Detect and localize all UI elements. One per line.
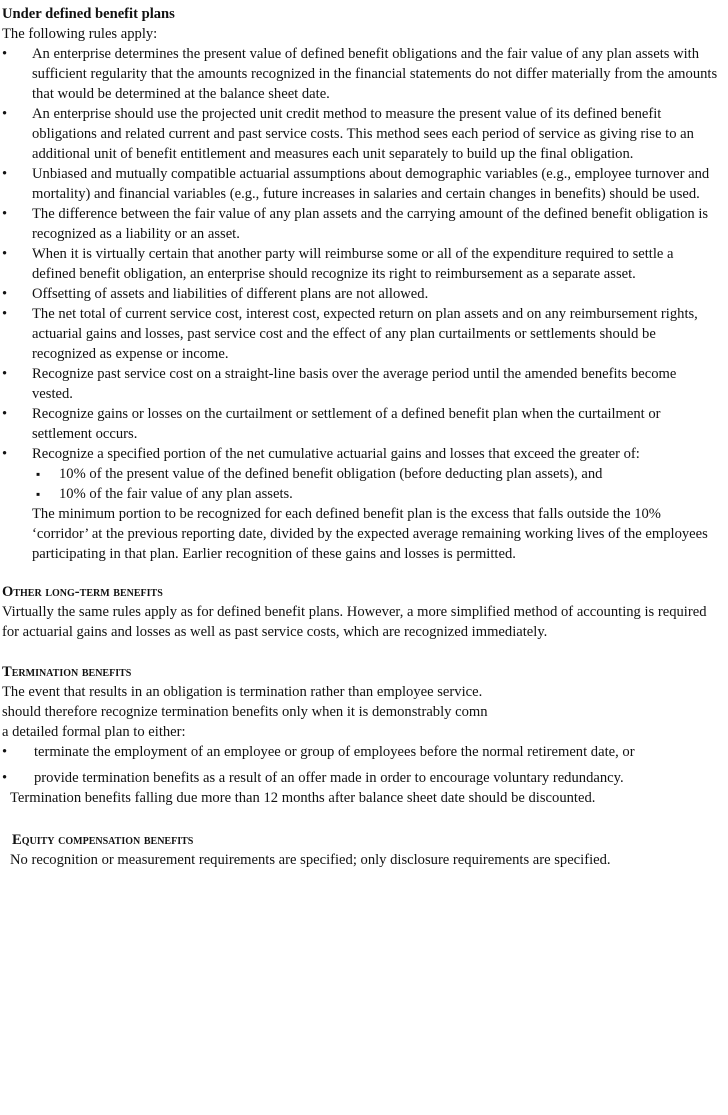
termination-closing: Termination benefits falling due more than 12 months after balance sheet date should be discounted. (10, 790, 596, 806)
section-heading-other-long-term: Other long-term benefits (2, 584, 163, 600)
sub-list-item: ▪ 10% of the present value of the defined benefit obligation (before deducting plan assets), and (32, 464, 720, 484)
list-item: • provide termination benefits as a result of an offer made in order to encourage voluntary redundancy. (2, 768, 720, 788)
corridor-paragraph: The minimum portion to be recognized for each defined benefit plan is the excess that falls outside the 10% ‘corridor’ at the previous reporting date, divided by the expected average remaining working lives of the employees participating in that plan. Earlier recognition of these gains and losses is permitted. (32, 506, 708, 562)
list-item: • Recognize past service cost on a straight-line basis over the average period until the amended benefits become vested. (2, 364, 720, 404)
list-item: • Unbiased and mutually compatible actuarial assumptions about demographic variables (e.g., employee turnover and mortality) and financial variables (e.g., future increases in salaries and certain changes in benefits) should be used. (2, 164, 720, 204)
list-item: • The net total of current service cost, interest cost, expected return on plan assets and on any reimbursement rights, actuarial gains and losses, past service cost and the effect of any plan curtailments or settlements should be recognized as expense or income. (2, 304, 720, 364)
list-item: • The difference between the fair value of any plan assets and the carrying amount of the defined benefit obligation is recognized as a liability or an asset. (2, 204, 720, 244)
section-heading-defined-benefit: Under defined benefit plans (2, 6, 175, 22)
rules-list (2, 44, 720, 504)
list-item (2, 444, 720, 504)
intro-text: The following rules apply: (2, 26, 158, 42)
equity-compensation-paragraph: No recognition or measurement requirements are specified; only disclosure requirements are specified. (10, 852, 611, 868)
other-long-term-paragraph: Virtually the same rules apply as for defined benefit plans. However, a more simplified method of accounting is required for actuarial gains and losses as well as past service costs, which are recognized immediately. (2, 604, 707, 640)
section-heading-termination: Termination benefits (2, 664, 132, 680)
list-item: • An enterprise should use the projected unit credit method to measure the present value of its defined benefit obligations and related current and past service costs. This method sees each period of service as giving rise to an additional unit of benefit entitlement and measures each unit separately to build up the final obligation. (2, 104, 720, 164)
list-item: • When it is virtually certain that another party will reimburse some or all of the expenditure required to settle a defined benefit obligation, an enterprise should recognize its right to reimbursement as a separate asset. (2, 244, 720, 284)
list-item: • Recognize gains or losses on the curtailment or settlement of a defined benefit plan when the curtailment or settlement occurs. (2, 404, 720, 444)
sub-list-item: ▪ 10% of the fair value of any plan assets. (32, 484, 720, 504)
termination-line-3: a detailed formal plan to either: (2, 724, 186, 740)
termination-line-2: should therefore recognize termination benefits only when it is demonstrably comn (2, 704, 488, 720)
list-item: • terminate the employment of an employee or group of employees before the normal retirement date, or (2, 742, 720, 762)
section-heading-equity-compensation: Equity compensation benefits (12, 832, 194, 848)
list-item-text: Recognize a specified portion of the net cumulative actuarial gains and losses that exceed the greater of: (32, 446, 640, 462)
list-item: • Offsetting of assets and liabilities of different plans are not allowed. (2, 284, 720, 304)
list-item: • An enterprise determines the present value of defined benefit obligations and the fair value of any plan assets with sufficient regularity that the amounts recognized in the financial statements do not differ materially from the amounts that would be determined at the balance sheet date. (2, 44, 720, 104)
sub-list (32, 464, 720, 504)
termination-list (2, 742, 720, 788)
termination-line-1: The event that results in an obligation is termination rather than employee service. (2, 684, 483, 700)
